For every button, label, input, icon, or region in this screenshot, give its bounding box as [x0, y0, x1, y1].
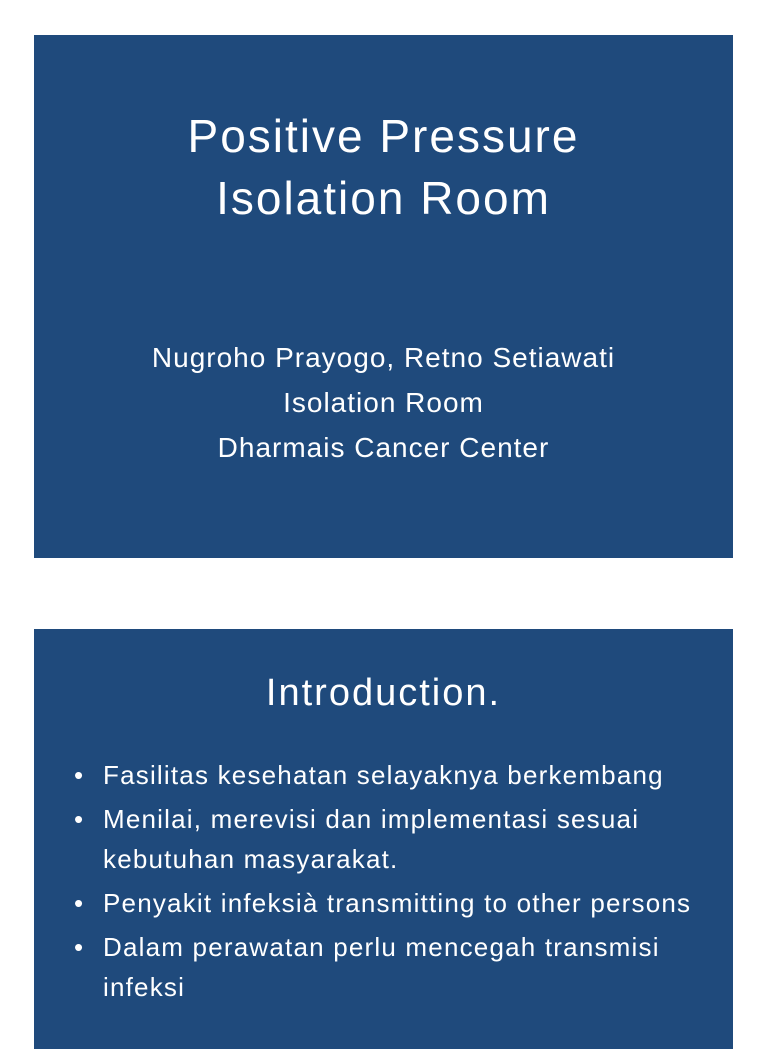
bullet-marker: •	[74, 760, 85, 790]
introduction-slide	[34, 629, 733, 1049]
bullet-text: Penyakit infeksià transmitting to other persons	[103, 888, 692, 918]
title-slide	[34, 35, 733, 558]
subtitle-block	[34, 335, 733, 470]
bullet-list	[74, 755, 693, 1011]
institution: Dharmais Cancer Center	[217, 432, 550, 463]
bullet-item	[74, 799, 693, 879]
bullet-item	[74, 883, 693, 923]
authors: Nugroho Prayogo, Retno Setiawati	[151, 342, 616, 373]
slide-title	[34, 105, 733, 229]
bullet-text: Dalam perawatan perlu mencegah transmisi infeksi	[103, 932, 660, 1002]
bullet-marker: •	[74, 932, 85, 962]
bullet-text: Fasilitas kesehatan selayaknya berkembang	[103, 760, 664, 790]
bullet-marker: •	[74, 804, 85, 834]
bullet-item	[74, 927, 693, 1007]
department: Isolation Room	[283, 387, 484, 418]
title-line-1: Positive Pressure	[187, 110, 580, 162]
bullet-item	[74, 755, 693, 795]
bullet-text: Menilai, merevisi dan implementasi sesuai kebutuhan masyarakat.	[103, 804, 640, 874]
title-line-2: Isolation Room	[216, 172, 551, 224]
slide-heading: Introduction.	[265, 672, 502, 714]
bullet-marker: •	[74, 888, 85, 918]
